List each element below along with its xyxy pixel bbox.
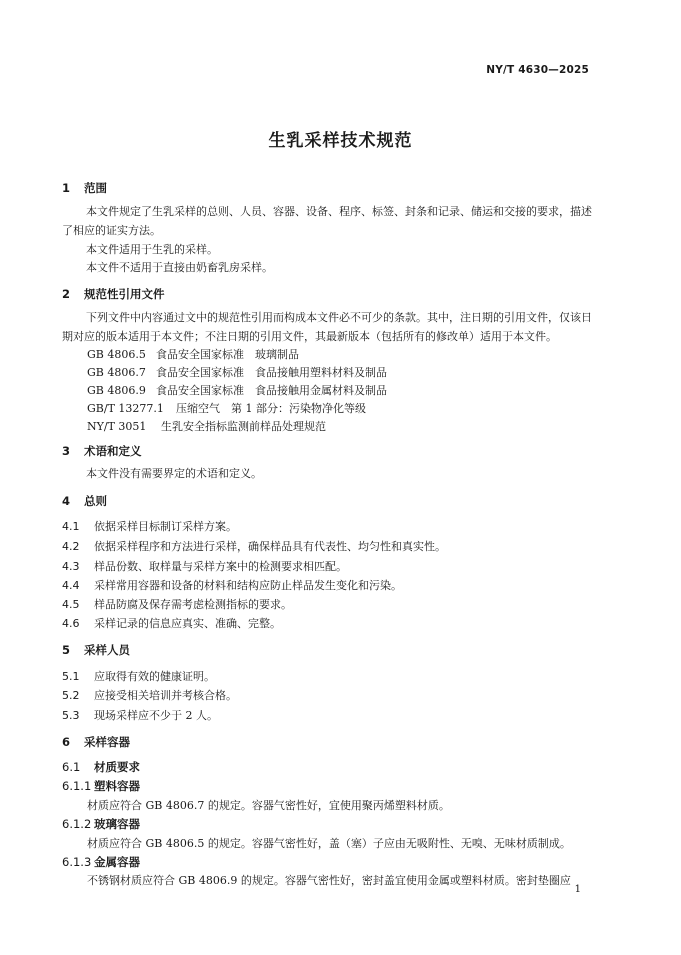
clause-text: 样品防腐及保存需考虑检测指标的要求。: [94, 598, 292, 611]
page-number: 1: [574, 884, 581, 895]
clause-item: [62, 707, 218, 723]
section-1-heading: [62, 180, 107, 196]
clause-item: [62, 687, 237, 703]
section-5-heading: [62, 642, 130, 658]
clause-text: 依据采样目标制订采样方案。: [94, 520, 237, 533]
clause-text: 现场采样应不少于 2 人。: [94, 709, 218, 722]
paragraph: 材质应符合 GB 4806.5 的规定。容器气密性好，盖（塞）子应由无吸附性、无嗅、无味材质制成。: [87, 837, 571, 850]
reference-title: 生乳安全指标监测前样品处理规范: [161, 420, 326, 433]
clause-number: 5.2: [62, 689, 80, 702]
section-title: 总则: [84, 494, 107, 508]
clause-number: 5.3: [62, 709, 80, 722]
subsection-number: 6.1.2: [62, 817, 92, 831]
reference-code: GB 4806.9: [87, 384, 146, 397]
standard-code: NY/T 4630—2025: [486, 64, 589, 76]
reference-code: NY/T 3051: [87, 420, 147, 433]
subsection-number: 6.1.3: [62, 855, 92, 869]
reference-code: GB 4806.5: [87, 348, 146, 361]
paragraph: 本文件适用于生乳的采样。: [86, 243, 218, 256]
clause-text: 样品份数、取样量与采样方案中的检测要求相匹配。: [94, 560, 347, 573]
reference-title: 食品安全国家标准 食品接触用金属材料及制品: [156, 384, 387, 397]
reference-item: [87, 346, 299, 362]
clause-text: 应取得有效的健康证明。: [94, 670, 215, 683]
section-number: 2: [62, 287, 71, 301]
clause-text: 采样记录的信息应真实、准确、完整。: [94, 617, 281, 630]
clause-item: [62, 518, 237, 534]
section-title: 范围: [84, 181, 107, 195]
section-number: 6: [62, 735, 71, 749]
subsection-title: 材质要求: [94, 760, 140, 774]
section-number: 4: [62, 494, 71, 508]
clause-text: 采样常用容器和设备的材料和结构应防止样品发生变化和污染。: [94, 579, 402, 592]
reference-item: [87, 400, 366, 416]
clause-item: [62, 596, 292, 612]
clause-number: 5.1: [62, 670, 80, 683]
clause-number: 4.6: [62, 617, 80, 630]
section-title: 规范性引用文件: [84, 287, 165, 301]
section-number: 3: [62, 444, 71, 458]
reference-title: 食品安全国家标准 玻璃制品: [156, 348, 299, 361]
clause-number: 4.5: [62, 598, 80, 611]
subsection-6-1-heading: [62, 759, 140, 775]
paragraph: 材质应符合 GB 4806.7 的规定。容器气密性好，宜使用聚丙烯塑料材质。: [87, 799, 450, 812]
section-3-heading: [62, 443, 142, 459]
clause-number: 4.3: [62, 560, 80, 573]
subsection-title: 金属容器: [94, 855, 140, 869]
clause-number: 4.4: [62, 579, 80, 592]
clause-item: [62, 615, 281, 631]
section-6-heading: [62, 734, 130, 750]
reference-code: GB/T 13277.1: [87, 402, 164, 415]
section-title: 采样人员: [84, 643, 130, 657]
section-number: 1: [62, 181, 71, 195]
paragraph: 不锈钢材质应符合 GB 4806.9 的规定。容器气密性好，密封盖宜使用金属或塑料材质。密封垫圈应: [87, 874, 571, 887]
clause-item: [62, 558, 347, 574]
subsection-number: 6.1.1: [62, 779, 92, 793]
reference-title: 食品安全国家标准 食品接触用塑料材料及制品: [156, 366, 387, 379]
subsection-6-1-3-heading: [62, 854, 140, 870]
reference-item: [87, 382, 387, 398]
reference-item: [87, 364, 387, 380]
subsection-title: 塑料容器: [94, 779, 140, 793]
section-title: 术语和定义: [84, 444, 142, 458]
clause-item: [62, 538, 446, 554]
document-title: 生乳采样技术规范: [268, 131, 413, 151]
clause-item: [62, 668, 215, 684]
reference-title: 压缩空气 第 1 部分：污染物净化等级: [176, 402, 366, 415]
clause-number: 4.2: [62, 540, 80, 553]
reference-code: GB 4806.7: [87, 366, 146, 379]
section-4-heading: [62, 493, 107, 509]
subsection-6-1-1-heading: [62, 778, 140, 794]
subsection-title: 玻璃容器: [94, 817, 140, 831]
paragraph: 本文件没有需要界定的术语和定义。: [86, 467, 262, 480]
paragraph: 下列文件中内容通过文中的规范性引用而构成本文件必不可少的条款。其中，注日期的引用文件，仅该日期对应的版本适用于本文件；不注日期的引用文件，其最新版本（包括所有的修改单）适用于本文件。: [62, 311, 592, 343]
section-2-heading: [62, 286, 165, 302]
section-number: 5: [62, 643, 71, 657]
clause-item: [62, 577, 402, 593]
paragraph: 本文件规定了生乳采样的总则、人员、容器、设备、程序、标签、封条和记录、储运和交接的要求，描述了相应的证实方法。: [62, 205, 592, 237]
section-title: 采样容器: [84, 735, 130, 749]
clause-text: 依据采样程序和方法进行采样，确保样品具有代表性、均匀性和真实性。: [94, 540, 446, 553]
reference-item: [87, 418, 326, 434]
paragraph: 本文件不适用于直接由奶畜乳房采样。: [86, 261, 273, 274]
clause-number: 4.1: [62, 520, 80, 533]
clause-text: 应接受相关培训并考核合格。: [94, 689, 237, 702]
subsection-number: 6.1: [62, 760, 81, 774]
subsection-6-1-2-heading: [62, 816, 140, 832]
